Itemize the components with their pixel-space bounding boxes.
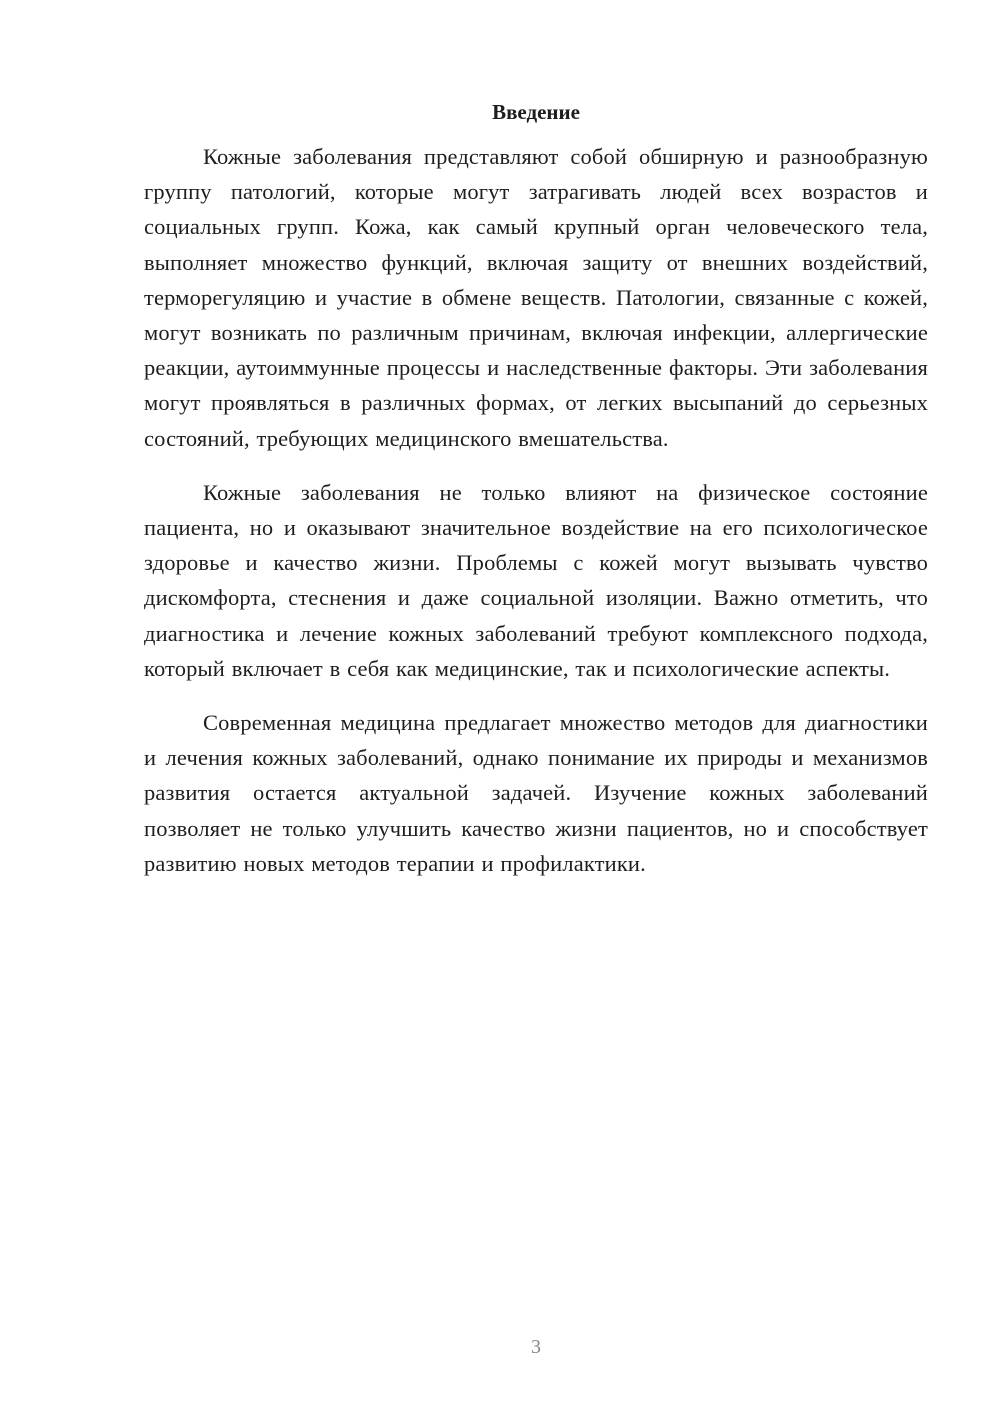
section-heading: Введение: [492, 100, 580, 124]
paragraph-2: Кожные заболевания не только влияют на физическое состояние пациента, но и оказывают значительное воздействие на его психологическое здоровье и качество жизни. Проблемы с кожей могут вызывать чувство дискомфорта, стеснения и даже социальной изоляции. Важно отметить, что диагностика и лечение кожных заболеваний требуют комплексного подхода, который включает в себя как медицинские, так и психологические аспекты.: [144, 479, 928, 681]
paragraph-1: Кожные заболевания представляют собой обширную и разнообразную группу патологий, которые могут затрагивать людей всех возрастов и социальных групп. Кожа, как самый крупный орган человеческого тела, выполняет множество функций, включая защиту от внешних воздействий, терморегуляцию и участие в обмене веществ. Патологии, связанные с кожей, могут возникать по различным причинам, включая инфекции, аллергические реакции, аутоиммунные процессы и наследственные факторы. Эти заболевания могут проявляться в различных формах, от легких высыпаний до серьезных состояний, требующих медицинского вмешательства.: [144, 144, 928, 451]
page-number: 3: [531, 1336, 541, 1358]
paragraph-3: Современная медицина предлагает множество методов для диагностики и лечения кожных заболеваний, однако понимание их природы и механизмов развития остается актуальной задачей. Изучение кожных заболеваний позволяет не только улучшить качество жизни пациентов, но и способствует развитию новых методов терапии и профилактики.: [144, 710, 928, 876]
page-content: [144, 98, 928, 881]
